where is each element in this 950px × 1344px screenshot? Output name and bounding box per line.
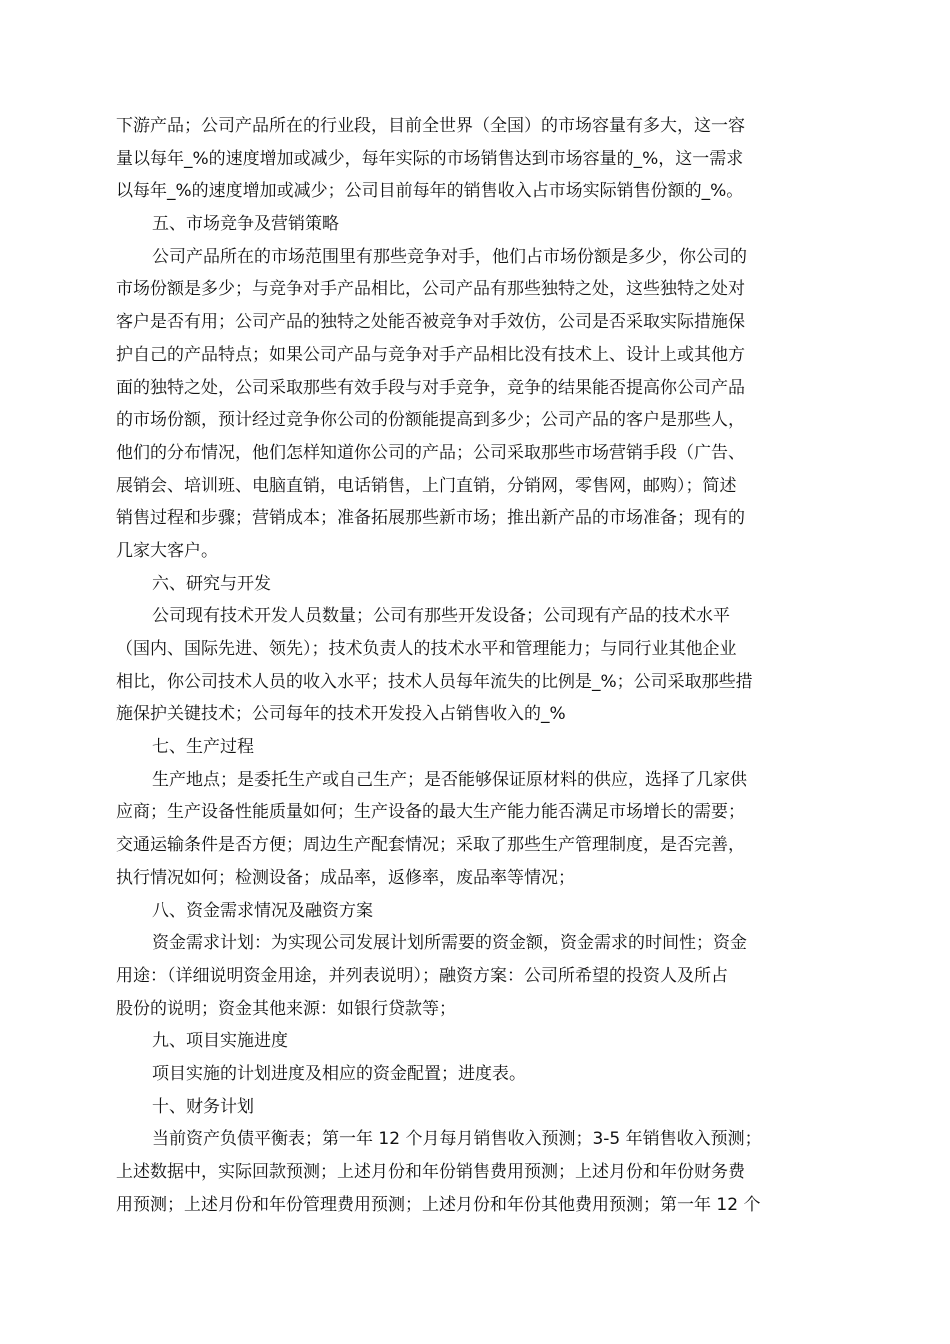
text-line: 展销会、培训班、电脑直销，电话销售，上门直销，分销网，零售网，邮购）；简述 xyxy=(116,475,737,496)
text-line: 销售过程和步骤；营销成本；准备拓展那些新市场；推出新产品的市场准备；现有的 xyxy=(116,508,745,529)
text-line: 施保护关键技术；公司每年的技术开发投入占销售收入的_% xyxy=(116,704,566,725)
text-line: 下游产品；公司产品所在的行业段，目前全世界（全国）的市场容量有多大，这一容 xyxy=(116,116,745,136)
text-line: 六、研究与开发 xyxy=(152,573,271,594)
text-line: 上述数据中，实际回款预测；上述月份和年份销售费用预测；上述月份和年份财务费 xyxy=(116,1162,745,1182)
text-line: 交通运输条件是否方便；周边生产配套情况；采取了那些生产管理制度，是否完善， xyxy=(116,835,745,856)
text-line: 执行情况如何；检测设备；成品率，返修率，废品率等情况； xyxy=(116,867,575,888)
text-line: 相比，你公司技术人员的收入水平；技术人员每年流失的比例是_%；公司采取那些措 xyxy=(116,671,753,692)
text-line: 公司产品所在的市场范围里有那些竞争对手，他们占市场份额是多少，你公司的 xyxy=(152,246,747,267)
text-line: 他们的分布情况，他们怎样知道你公司的产品；公司采取那些市场营销手段（广告、 xyxy=(116,442,745,463)
text-line: 市场份额是多少；与竞争对手产品相比，公司产品有那些独特之处，这些独特之处对 xyxy=(116,279,745,300)
text-line: 量以每年_%的速度增加或减少，每年实际的市场销售达到市场容量的_%，这一需求 xyxy=(116,148,744,169)
text-line: 生产地点；是委托生产或自己生产；是否能够保证原材料的供应，选择了几家供 xyxy=(152,769,747,790)
document-page xyxy=(116,110,828,1221)
text-line: 以每年_%的速度增加或减少；公司目前每年的销售收入占市场实际销售份额的_%。 xyxy=(116,181,744,202)
text-line: 用途：（详细说明资金用途，并列表说明）；融资方案：公司所希望的投资人及所占 xyxy=(116,965,728,986)
text-line: 九、项目实施进度 xyxy=(152,1031,288,1052)
text-line: 项目实施的计划进度及相应的资金配置；进度表。 xyxy=(152,1063,526,1084)
text-line: 应商；生产设备性能质量如何；生产设备的最大生产能力能否满足市场增长的需要； xyxy=(116,802,745,823)
text-line: 的市场份额，预计经过竞争你公司的份额能提高到多少；公司产品的客户是那些人， xyxy=(116,410,745,431)
text-line: 护自己的产品特点；如果公司产品与竞争对手产品相比没有技术上、设计上或其他方 xyxy=(116,344,745,365)
text-line: 客户是否有用；公司产品的独特之处能否被竞争对手效仿，公司是否采取实际措施保 xyxy=(116,312,745,333)
text-line: 公司现有技术开发人员数量；公司有那些开发设备；公司现有产品的技术水平 xyxy=(152,606,730,627)
text-line: 股份的说明；资金其他来源：如银行贷款等； xyxy=(116,998,456,1019)
text-line: 资金需求计划：为实现公司发展计划所需要的资金额，资金需求的时间性；资金 xyxy=(152,933,747,954)
text-line: 八、资金需求情况及融资方案 xyxy=(152,900,373,921)
text-line: 当前资产负债平衡表；第一年 12 个月每月销售收入预测；3-5 年销售收入预测； xyxy=(152,1129,762,1150)
text-line: 五、市场竞争及营销策略 xyxy=(152,214,339,235)
text-line: 用预测；上述月份和年份管理费用预测；上述月份和年份其他费用预测；第一年 12 个 xyxy=(116,1194,761,1215)
text-line: 面的独特之处，公司采取那些有效手段与对手竞争，竞争的结果能否提高你公司产品 xyxy=(116,377,745,398)
text-line: 七、生产过程 xyxy=(152,737,254,758)
text-line: （国内、国际先进、领先）；技术负责人的技术水平和管理能力；与同行业其他企业 xyxy=(116,639,737,659)
text-line: 几家大客户。 xyxy=(116,540,218,561)
text-line: 十、财务计划 xyxy=(152,1096,254,1117)
